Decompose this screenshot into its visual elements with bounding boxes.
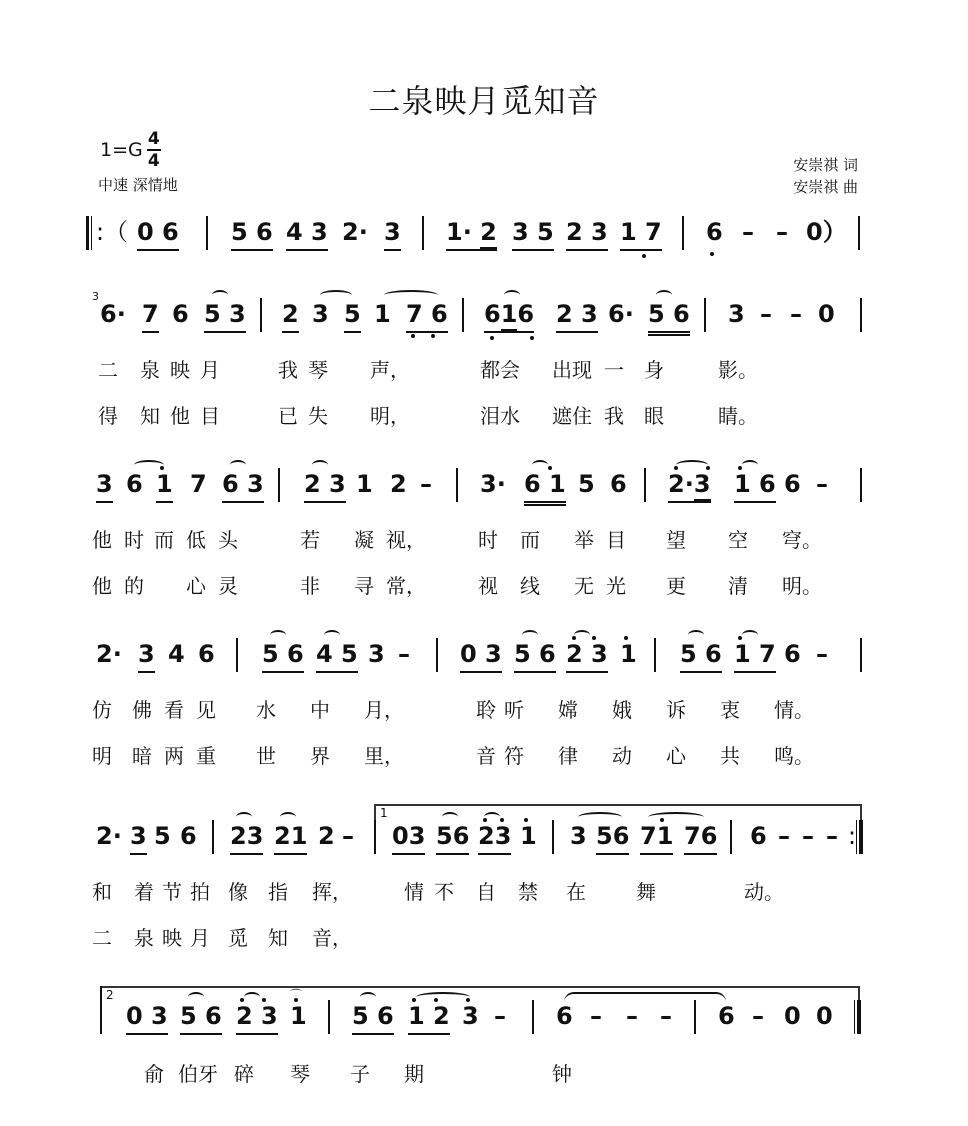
final-barline-thin — [854, 1000, 855, 1034]
lyricist-credit: 安崇祺 词 — [793, 156, 858, 174]
barline — [212, 820, 214, 854]
barline — [206, 216, 208, 250]
barline — [858, 216, 860, 250]
time-numerator: 4 — [147, 129, 160, 149]
barline — [654, 638, 656, 672]
time-denominator: 4 — [147, 151, 160, 171]
volta-number: 2 — [106, 988, 114, 1002]
final-barline-thick — [857, 1000, 861, 1034]
barline — [100, 986, 102, 1034]
barline — [436, 638, 438, 672]
barline — [644, 468, 646, 502]
score-title: 二泉映月觅知音 — [368, 82, 600, 120]
repeat-start-thick — [86, 216, 89, 250]
barline — [278, 468, 280, 502]
barline — [422, 216, 424, 250]
composer-credit: 安崇祺 曲 — [793, 178, 858, 196]
repeat-start-thin — [91, 216, 92, 250]
barline — [328, 1000, 330, 1034]
barline — [260, 298, 262, 332]
volta-number: 1 — [380, 806, 388, 820]
barline — [860, 638, 862, 672]
repeat-end-thin — [856, 820, 857, 854]
barline — [682, 216, 684, 250]
barline — [236, 638, 238, 672]
barline — [462, 298, 464, 332]
key-label: 1=G — [100, 139, 143, 161]
grace-note: 3 — [92, 290, 99, 303]
barline — [704, 298, 706, 332]
barline — [694, 1000, 696, 1034]
fermata-icon: ⌒ — [290, 988, 303, 1002]
barline — [552, 820, 554, 854]
time-signature — [147, 130, 161, 170]
barline — [860, 468, 862, 502]
key-signature — [100, 130, 161, 170]
barline — [860, 298, 862, 332]
repeat-end-thick — [859, 820, 863, 854]
barline — [730, 820, 732, 854]
barline — [374, 820, 376, 854]
barline — [532, 1000, 534, 1034]
tempo-marking: 中速 深情地 — [98, 176, 178, 194]
barline — [456, 468, 458, 502]
